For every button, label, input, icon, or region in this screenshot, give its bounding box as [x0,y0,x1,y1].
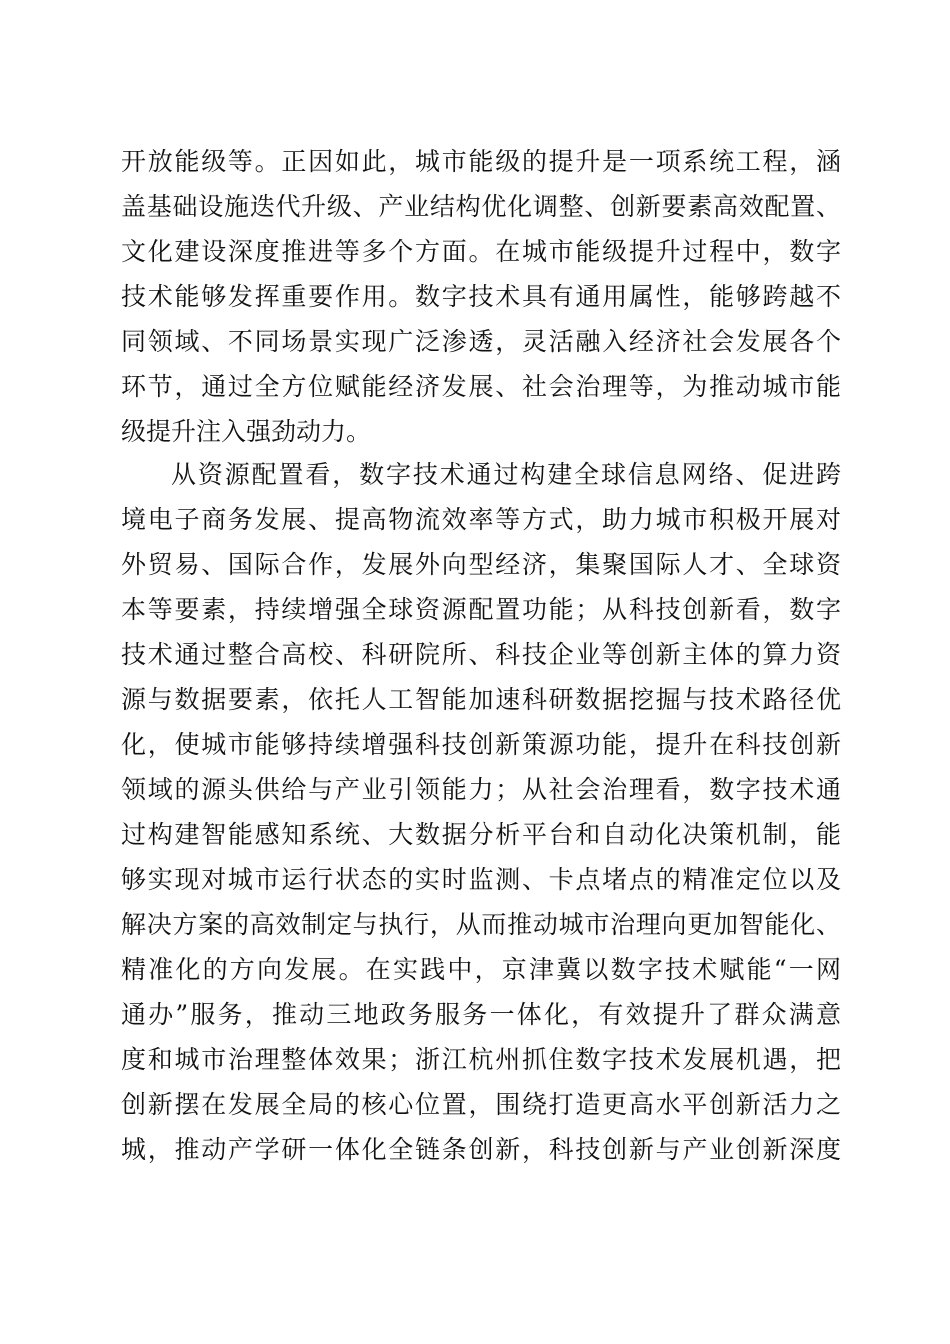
text-line: 源与数据要素，依托人工智能加速科研数据挖掘与技术路径优 [121,685,841,714]
text-line: 开放能级等。正因如此，城市能级的提升是一项系统工程，涵 [121,147,841,176]
text-line: 外贸易、国际合作，发展外向型经济，集聚国际人才、全球资 [121,550,841,579]
text-line: 技术通过整合高校、科研院所、科技企业等创新主体的算力资 [121,640,841,669]
text-line: 过构建智能感知系统、大数据分析平台和自动化决策机制，能 [121,820,841,849]
text-line: 境电子商务发展、提高物流效率等方式，助力城市积极开展对 [121,505,841,534]
text-line: 创新摆在发展全局的核心位置，围绕打造更高水平创新活力之 [121,1090,841,1119]
text-line: 精准化的方向发展。在实践中，京津冀以数字技术赋能“一网 [121,955,841,984]
text-line: 够实现对城市运行状态的实时监测、卡点堵点的精准定位以及 [121,865,841,894]
text-line: 环节，通过全方位赋能经济发展、社会治理等，为推动城市能 [121,372,841,401]
text-line: 本等要素，持续增强全球资源配置功能；从科技创新看，数字 [121,595,841,624]
text-line: 通办”服务，推动三地政务服务一体化，有效提升了群众满意 [121,1000,841,1029]
text-line: 技术能够发挥重要作用。数字技术具有通用属性，能够跨越不 [121,282,841,311]
text-line: 领域的源头供给与产业引领能力；从社会治理看，数字技术通 [121,775,841,804]
text-line: 文化建设深度推进等多个方面。在城市能级提升过程中，数字 [121,237,841,266]
text-line: 城，推动产学研一体化全链条创新，科技创新与产业创新深度 [121,1135,841,1164]
text-line: 同领域、不同场景实现广泛渗透，灵活融入经济社会发展各个 [121,327,841,356]
text-line: 从资源配置看，数字技术通过构建全球信息网络、促进跨 [171,460,841,489]
text-line: 化，使城市能够持续增强科技创新策源功能，提升在科技创新 [121,730,841,759]
text-line: 度和城市治理整体效果；浙江杭州抓住数字技术发展机遇，把 [121,1045,841,1074]
text-line: 盖基础设施迭代升级、产业结构优化调整、创新要素高效配置、 [121,192,841,221]
text-line: 级提升注入强劲动力。 [121,417,372,446]
text-line: 解决方案的高效制定与执行，从而推动城市治理向更加智能化、 [121,910,841,939]
